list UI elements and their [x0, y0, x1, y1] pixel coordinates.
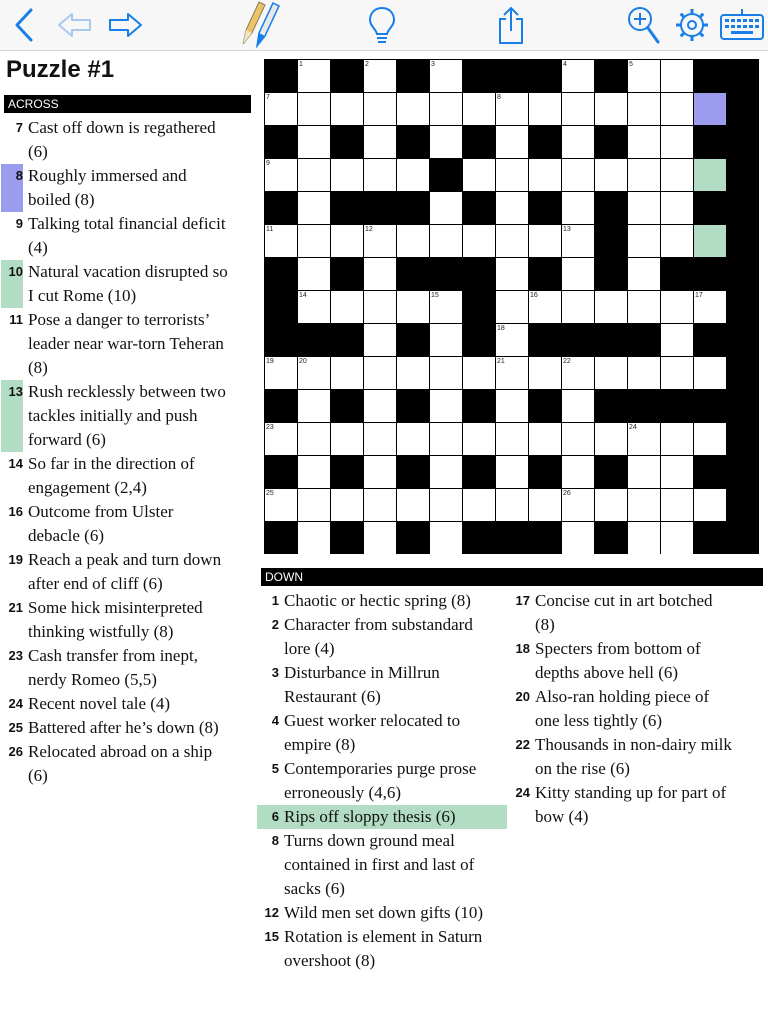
clue-text: Rips off sloppy thesis (6)	[284, 807, 456, 826]
cell-number: 5	[629, 61, 633, 68]
grid-cell[interactable]	[694, 225, 726, 257]
cell-number: 22	[563, 358, 571, 365]
grid-cell[interactable]	[364, 522, 396, 554]
grid-cell[interactable]	[562, 93, 594, 125]
cell-number: 12	[365, 226, 373, 233]
grid-cell[interactable]	[694, 489, 726, 521]
redo-arrow-icon[interactable]	[104, 4, 146, 46]
grid-cell[interactable]	[661, 60, 693, 92]
grid-cell[interactable]	[430, 291, 462, 323]
grid-cell[interactable]	[661, 291, 693, 323]
grid-cell[interactable]	[661, 225, 693, 257]
grid-cell[interactable]	[331, 159, 363, 191]
grid-cell[interactable]	[298, 423, 330, 455]
grid-cell[interactable]	[562, 192, 594, 224]
grid-cell[interactable]	[496, 357, 528, 389]
down-clue-17[interactable]	[508, 589, 763, 637]
grid-cell[interactable]	[298, 522, 330, 554]
across-clue-24[interactable]	[1, 692, 251, 716]
cell-number: 11	[266, 226, 274, 233]
cell-number: 13	[563, 226, 571, 233]
down-clue-8[interactable]	[257, 829, 507, 901]
clue-number: 24	[515, 785, 530, 800]
grid-cell[interactable]	[661, 522, 693, 554]
grid-cell[interactable]	[562, 225, 594, 257]
grid-cell[interactable]	[298, 225, 330, 257]
clue-number: 26	[8, 744, 23, 759]
grid-cell[interactable]	[661, 93, 693, 125]
clue-text: Reach a peak and turn down after end of cliff (6)	[28, 550, 222, 593]
grid-cell[interactable]	[496, 489, 528, 521]
grid-cell[interactable]	[628, 522, 660, 554]
grid-cell[interactable]	[529, 357, 561, 389]
clue-number: 15	[264, 929, 279, 944]
clue-number: 7	[15, 120, 23, 135]
clue-number: 1	[271, 593, 279, 608]
clue-number: 3	[271, 665, 279, 680]
grid-cell[interactable]	[562, 489, 594, 521]
grid-cell[interactable]	[265, 489, 297, 521]
grid-cell[interactable]	[364, 225, 396, 257]
grid-cell[interactable]	[529, 93, 561, 125]
clue-text: Relocated abroad on a ship (6)	[28, 742, 213, 785]
cell-number: 9	[266, 160, 270, 167]
down-clue-3[interactable]	[257, 661, 507, 709]
grid-cell[interactable]	[628, 225, 660, 257]
clue-text: Wild men set down gifts (10)	[284, 903, 484, 922]
clue-number: 18	[515, 641, 530, 656]
clue-text: Recent novel tale (4)	[28, 694, 171, 713]
grid-cell[interactable]	[496, 423, 528, 455]
clue-text: Turns down ground meal contained in first and last of sacks (6)	[284, 831, 475, 898]
cell-number: 23	[266, 424, 274, 431]
grid-cell[interactable]	[562, 291, 594, 323]
grid-cell[interactable]	[628, 489, 660, 521]
grid-cell[interactable]	[298, 390, 330, 422]
cell-number: 16	[530, 292, 538, 299]
grid-cell[interactable]	[298, 192, 330, 224]
zoom-in-icon[interactable]	[622, 4, 664, 46]
grid-cell[interactable]	[364, 489, 396, 521]
grid-cell[interactable]	[463, 489, 495, 521]
clue-number: 6	[271, 809, 279, 824]
clue-text: Rush recklessly between two tackles initially and push forward (6)	[28, 382, 226, 449]
clue-text: Outcome from Ulster debacle (6)	[28, 502, 174, 545]
across-clue-13[interactable]	[1, 380, 251, 452]
down-header: DOWN	[261, 568, 763, 586]
grid-cell[interactable]	[331, 423, 363, 455]
grid-cell[interactable]	[265, 159, 297, 191]
grid-cell[interactable]	[562, 357, 594, 389]
grid-cell[interactable]	[562, 159, 594, 191]
grid-cell[interactable]	[694, 423, 726, 455]
grid-cell[interactable]	[562, 456, 594, 488]
grid-cell[interactable]	[496, 192, 528, 224]
clue-text: Cash transfer from inept, nerdy Romeo (5,5)	[28, 646, 198, 689]
grid-cell[interactable]	[298, 258, 330, 290]
puzzle-title: Puzzle #1	[6, 56, 115, 83]
clue-number: 21	[8, 600, 23, 615]
grid-cell[interactable]	[529, 225, 561, 257]
cell-number: 8	[497, 94, 501, 101]
grid-cell[interactable]	[661, 159, 693, 191]
clue-text: Cast off down is regathered (6)	[28, 118, 216, 161]
grid-cell[interactable]	[265, 93, 297, 125]
down-clue-18[interactable]	[508, 637, 763, 685]
grid-cell[interactable]	[397, 225, 429, 257]
grid-cell[interactable]	[430, 489, 462, 521]
grid-cell[interactable]	[694, 93, 726, 125]
grid-cell[interactable]	[529, 159, 561, 191]
clue-number: 10	[8, 264, 23, 279]
clue-number: 5	[271, 761, 279, 776]
toolbar	[0, 0, 768, 51]
grid-cell[interactable]	[364, 423, 396, 455]
grid-cell[interactable]	[595, 159, 627, 191]
grid-cell[interactable]	[562, 258, 594, 290]
clue-text: Also-ran holding piece of one less tightly (6)	[535, 687, 710, 730]
grid-cell[interactable]	[562, 423, 594, 455]
cell-number: 26	[563, 490, 571, 497]
grid-cell[interactable]	[661, 423, 693, 455]
clue-text: Rotation is element in Saturn overshoot (8)	[284, 927, 483, 970]
clue-text: Concise cut in art botched (8)	[535, 591, 713, 634]
clue-number: 4	[271, 713, 279, 728]
crossword-grid[interactable]	[264, 59, 759, 554]
cell-number: 20	[299, 358, 307, 365]
cell-number: 7	[266, 94, 270, 101]
clue-text: Natural vacation disrupted so I cut Rome (10)	[28, 262, 228, 305]
grid-cell[interactable]	[661, 489, 693, 521]
grid-cell[interactable]	[298, 357, 330, 389]
grid-cell[interactable]	[298, 456, 330, 488]
grid-cell[interactable]	[595, 357, 627, 389]
grid-cell[interactable]	[463, 225, 495, 257]
clue-text: Thousands in non-dairy milk on the rise (6)	[535, 735, 732, 778]
grid-cell[interactable]	[628, 159, 660, 191]
clue-text: Battered after he’s down (8)	[28, 718, 219, 737]
cell-number: 21	[497, 358, 505, 365]
settings-gear-icon[interactable]	[672, 4, 712, 46]
grid-cell[interactable]	[397, 489, 429, 521]
grid-cell[interactable]	[628, 192, 660, 224]
grid-cell[interactable]	[265, 423, 297, 455]
across-clue-21[interactable]	[1, 596, 251, 644]
grid-cell[interactable]	[364, 324, 396, 356]
clue-number: 9	[15, 216, 23, 231]
down-clue-15[interactable]	[257, 925, 507, 973]
grid-cell[interactable]	[364, 93, 396, 125]
grid-cell[interactable]	[496, 258, 528, 290]
grid-cell[interactable]	[529, 291, 561, 323]
clue-text: So far in the direction of engagement (2,4)	[28, 454, 195, 497]
clue-text: Pose a danger to terrorists’ leader near war-torn Teheran (8)	[28, 310, 224, 377]
grid-cell[interactable]	[628, 291, 660, 323]
across-clue-11[interactable]	[1, 308, 251, 380]
grid-cell[interactable]	[496, 159, 528, 191]
grid-cell[interactable]	[628, 456, 660, 488]
down-clue-12[interactable]	[257, 901, 507, 925]
down-clue-22[interactable]	[508, 733, 763, 781]
grid-cell[interactable]	[562, 390, 594, 422]
grid-cell[interactable]	[496, 126, 528, 158]
grid-cell[interactable]	[595, 489, 627, 521]
grid-cell[interactable]	[496, 456, 528, 488]
grid-cell[interactable]	[496, 324, 528, 356]
grid-cell[interactable]	[562, 126, 594, 158]
grid-cell[interactable]	[298, 93, 330, 125]
clue-number: 25	[8, 720, 23, 735]
grid-cell[interactable]	[397, 357, 429, 389]
clue-number: 23	[8, 648, 23, 663]
across-clue-7[interactable]	[1, 116, 251, 164]
down-clue-4[interactable]	[257, 709, 507, 757]
grid-cell[interactable]	[463, 423, 495, 455]
clue-text: Chaotic or hectic spring (8)	[284, 591, 471, 610]
grid-cell[interactable]	[364, 357, 396, 389]
clue-number: 24	[8, 696, 23, 711]
clue-text: Roughly immersed and boiled (8)	[28, 166, 187, 209]
grid-cell[interactable]	[496, 93, 528, 125]
cell-number: 17	[695, 292, 703, 299]
grid-cell[interactable]	[331, 291, 363, 323]
grid-cell[interactable]	[430, 423, 462, 455]
across-clue-19[interactable]	[1, 548, 251, 596]
grid-cell[interactable]	[562, 60, 594, 92]
across-clue-25[interactable]	[1, 716, 251, 740]
grid-cell[interactable]	[331, 489, 363, 521]
grid-cell[interactable]	[661, 126, 693, 158]
clue-number: 13	[8, 384, 23, 399]
grid-cell[interactable]	[430, 522, 462, 554]
clue-text: Talking total financial deficit (4)	[28, 214, 226, 257]
grid-cell[interactable]	[430, 192, 462, 224]
clue-number: 8	[271, 833, 279, 848]
cell-number: 24	[629, 424, 637, 431]
grid-cell[interactable]	[298, 126, 330, 158]
grid-cell[interactable]	[397, 93, 429, 125]
pencil-pen-icon[interactable]	[222, 0, 284, 50]
grid-cell[interactable]	[265, 225, 297, 257]
grid-cell[interactable]	[595, 291, 627, 323]
down-clue-2[interactable]	[257, 613, 507, 661]
cell-number: 19	[266, 358, 274, 365]
across-header: ACROSS	[4, 95, 251, 113]
grid-cell[interactable]	[694, 159, 726, 191]
clue-number: 8	[15, 168, 23, 183]
grid-cell[interactable]	[529, 423, 561, 455]
cell-number: 3	[431, 61, 435, 68]
clue-number: 16	[8, 504, 23, 519]
grid-cell[interactable]	[364, 126, 396, 158]
cell-number: 14	[299, 292, 307, 299]
grid-cell[interactable]	[661, 324, 693, 356]
cell-number: 4	[563, 61, 567, 68]
clue-number: 22	[515, 737, 530, 752]
clue-number: 11	[9, 312, 23, 327]
across-clue-10[interactable]	[1, 260, 251, 308]
down-clue-6[interactable]	[257, 805, 507, 829]
grid-cell[interactable]	[496, 225, 528, 257]
cell-number: 2	[365, 61, 369, 68]
clue-number: 19	[8, 552, 23, 567]
grid-cell[interactable]	[628, 93, 660, 125]
clue-number: 20	[515, 689, 530, 704]
grid-cell[interactable]	[364, 258, 396, 290]
grid-cell[interactable]	[430, 126, 462, 158]
across-clue-14[interactable]	[1, 452, 251, 500]
grid-cell[interactable]	[661, 192, 693, 224]
grid-cell[interactable]	[430, 390, 462, 422]
cell-number: 18	[497, 325, 505, 332]
grid-cell[interactable]	[298, 489, 330, 521]
grid-cell[interactable]	[331, 357, 363, 389]
share-icon[interactable]	[490, 4, 532, 46]
grid-cell[interactable]	[496, 390, 528, 422]
grid-cell[interactable]	[364, 60, 396, 92]
down-clue-20[interactable]	[508, 685, 763, 733]
grid-cell[interactable]	[529, 489, 561, 521]
across-clue-26[interactable]	[1, 740, 251, 788]
grid-cell[interactable]	[430, 60, 462, 92]
grid-cell[interactable]	[397, 423, 429, 455]
grid-cell[interactable]	[463, 357, 495, 389]
across-clue-23[interactable]	[1, 644, 251, 692]
clue-text: Character from substandard lore (4)	[284, 615, 473, 658]
grid-cell[interactable]	[331, 225, 363, 257]
grid-cell[interactable]	[430, 93, 462, 125]
cell-number: 15	[431, 292, 439, 299]
grid-cell[interactable]	[463, 93, 495, 125]
grid-cell[interactable]	[331, 93, 363, 125]
grid-cell[interactable]	[496, 291, 528, 323]
clue-number: 2	[271, 617, 279, 632]
down-clue-1[interactable]	[257, 589, 507, 613]
grid-cell[interactable]	[661, 357, 693, 389]
lightbulb-icon[interactable]	[362, 4, 402, 46]
clue-text: Disturbance in Millrun Restaurant (6)	[284, 663, 440, 706]
grid-cell[interactable]	[694, 357, 726, 389]
undo-arrow-icon[interactable]	[54, 4, 96, 46]
down-clue-5[interactable]	[257, 757, 507, 805]
cell-number: 25	[266, 490, 274, 497]
clue-text: Contemporaries purge prose erroneously (4,6)	[284, 759, 477, 802]
grid-cell[interactable]	[628, 258, 660, 290]
grid-cell[interactable]	[397, 291, 429, 323]
clue-text: Guest worker relocated to empire (8)	[284, 711, 461, 754]
clue-number: 14	[8, 456, 23, 471]
across-clue-16[interactable]	[1, 500, 251, 548]
grid-cell[interactable]	[364, 159, 396, 191]
grid-cell[interactable]	[430, 324, 462, 356]
clue-text: Some hick misinterpreted thinking wistfully (8)	[28, 598, 203, 641]
grid-cell[interactable]	[364, 291, 396, 323]
grid-cell[interactable]	[661, 456, 693, 488]
grid-cell[interactable]	[298, 60, 330, 92]
grid-cell[interactable]	[562, 522, 594, 554]
grid-cell[interactable]	[628, 60, 660, 92]
clue-number: 12	[264, 905, 279, 920]
grid-cell[interactable]	[628, 357, 660, 389]
grid-cell[interactable]	[628, 423, 660, 455]
grid-cell[interactable]	[595, 423, 627, 455]
cell-number: 1	[299, 61, 303, 68]
back-chevron-icon[interactable]	[4, 4, 44, 46]
grid-cell[interactable]	[628, 126, 660, 158]
grid-cell[interactable]	[364, 456, 396, 488]
grid-cell[interactable]	[595, 93, 627, 125]
across-clue-9[interactable]	[1, 212, 251, 260]
grid-cell[interactable]	[430, 456, 462, 488]
down-clue-24[interactable]	[508, 781, 763, 829]
grid-cell[interactable]	[397, 159, 429, 191]
grid-cell[interactable]	[430, 357, 462, 389]
grid-cell[interactable]	[694, 291, 726, 323]
grid-cell[interactable]	[265, 357, 297, 389]
grid-cell[interactable]	[364, 390, 396, 422]
clue-text: Specters from bottom of depths above hell (6)	[535, 639, 701, 682]
grid-cell[interactable]	[430, 225, 462, 257]
grid-cell[interactable]	[463, 159, 495, 191]
grid-cell[interactable]	[298, 291, 330, 323]
clue-text: Kitty standing up for part of bow (4)	[535, 783, 727, 826]
grid-cell[interactable]	[298, 159, 330, 191]
clue-number: 17	[515, 593, 530, 608]
keyboard-icon[interactable]	[718, 4, 766, 46]
across-clue-8[interactable]	[1, 164, 251, 212]
